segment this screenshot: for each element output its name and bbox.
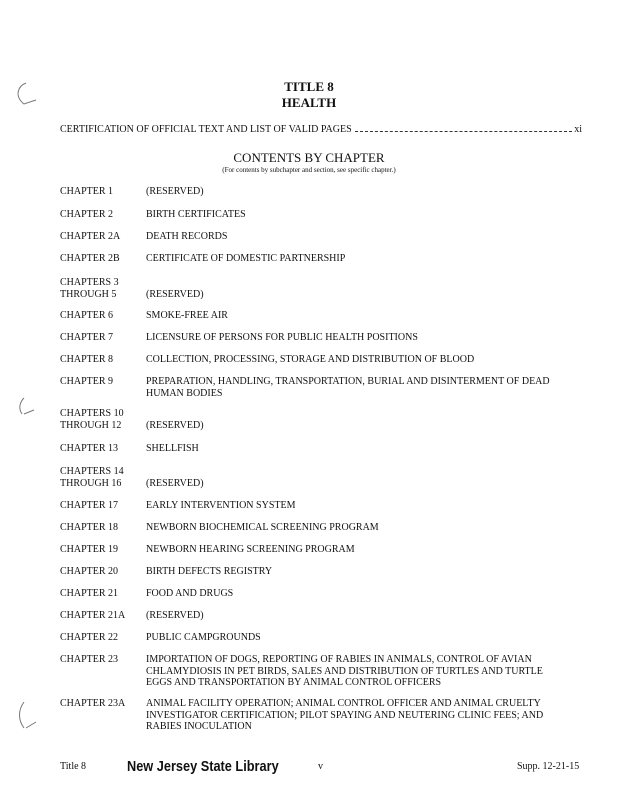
chapter-number: CHAPTER 8 [60,354,114,365]
chapter-title: (RESERVED) [146,186,204,197]
chapter-title: ANIMAL FACILITY OPERATION; ANIMAL CONTROL OFFICER AND ANIMAL CRUELTY INVESTIGATOR CERTIFICATION; PILOT SPAYING AND NEUTERING CLINIC FEES; AND RABIES INOCULATION [146,698,544,732]
chapter-number: CHAPTER 23 [60,654,119,665]
chapter-title: (RESERVED) [146,477,204,489]
chapter-title: COLLECTION, PROCESSING, STORAGE AND DISTRIBUTION OF BLOOD [146,354,475,365]
chapter-title: (RESERVED) [146,610,204,621]
chapter-title: SHELLFISH [146,443,199,454]
chapter-row [60,466,570,490]
chapter-title: BIRTH DEFECTS REGISTRY [146,566,273,577]
chapter-number: CHAPTER 17 [60,500,119,511]
page-number: v [318,761,323,772]
chapter-title: PUBLIC CAMPGROUNDS [146,632,261,643]
contents-note: (For contents by subchapter and section, see specific chapter.) [222,166,396,174]
chapter-title: PREPARATION, HANDLING, TRANSPORTATION, BURIAL AND DISINTERMENT OF DEAD HUMAN BODIES [146,376,550,399]
chapter-row [60,408,570,432]
chapter-number: CHAPTERS 14 THROUGH 16 [60,466,124,489]
chapter-number: CHAPTER 20 [60,566,119,577]
certification-page: xi [574,124,582,135]
library-stamp: New Jersey State Library [127,758,279,775]
title-block [0,79,618,111]
document-title: TITLE 8 [284,79,334,94]
chapter-title: (RESERVED) [146,419,204,431]
chapter-number: CHAPTER 19 [60,544,119,555]
chapter-title: SMOKE-FREE AIR [146,310,228,321]
chapter-title: LICENSURE OF PERSONS FOR PUBLIC HEALTH POSITIONS [146,332,418,343]
chapter-title: FOOD AND DRUGS [146,588,234,599]
chapter-number: CHAPTER 2B [60,253,120,264]
certification-text: CERTIFICATION OF OFFICIAL TEXT AND LIST OF VALID PAGES [60,124,352,135]
chapter-number: CHAPTER 23A [60,698,126,709]
dot-leader [355,131,573,132]
chapter-title: IMPORTATION OF DOGS, REPORTING OF RABIES IN ANIMALS, CONTROL OF AVIAN CHLAMYDIOSIS IN PET BIRDS, SALES AND DISTRIBUTION OF TURTLES AND TURTLE EGGS AND TRANSPORTATION BY ANIMAL CONTROL OFFICERS [146,654,543,688]
chapter-number: CHAPTER 2A [60,231,121,242]
footer-title: Title 8 [60,761,87,772]
chapter-number: CHAPTER 7 [60,332,114,343]
chapter-number: CHAPTERS 10 THROUGH 12 [60,408,124,431]
chapter-number: CHAPTER 21A [60,610,126,621]
chapter-title: DEATH RECORDS [146,231,228,242]
chapter-number: CHAPTER 22 [60,632,119,643]
contents-heading: CONTENTS BY CHAPTER [233,150,385,165]
chapter-number: CHAPTER 9 [60,376,114,387]
chapter-title: BIRTH CERTIFICATES [146,209,246,220]
chapter-title: CERTIFICATE OF DOMESTIC PARTNERSHIP [146,253,346,264]
chapter-number: CHAPTER 21 [60,588,119,599]
chapter-title: (RESERVED) [146,288,204,300]
chapter-number: CHAPTER 6 [60,310,114,321]
chapter-number: CHAPTERS 3 THROUGH 5 [60,277,119,300]
chapter-number: CHAPTER 18 [60,522,119,533]
punch-hole-mark [12,396,42,422]
chapter-row [60,277,570,301]
chapter-number: CHAPTER 13 [60,443,119,454]
chapter-number: CHAPTER 1 [60,186,114,197]
supplement-date: Supp. 12-21-15 [517,761,580,772]
chapter-title: EARLY INTERVENTION SYSTEM [146,500,296,511]
chapter-title: NEWBORN HEARING SCREENING PROGRAM [146,544,355,555]
page-footer [0,758,618,788]
chapter-number: CHAPTER 2 [60,209,114,220]
certification-line [60,124,582,135]
punch-hole-mark [12,700,42,734]
chapter-title: NEWBORN BIOCHEMICAL SCREENING PROGRAM [146,522,379,533]
document-subtitle: HEALTH [281,95,337,110]
